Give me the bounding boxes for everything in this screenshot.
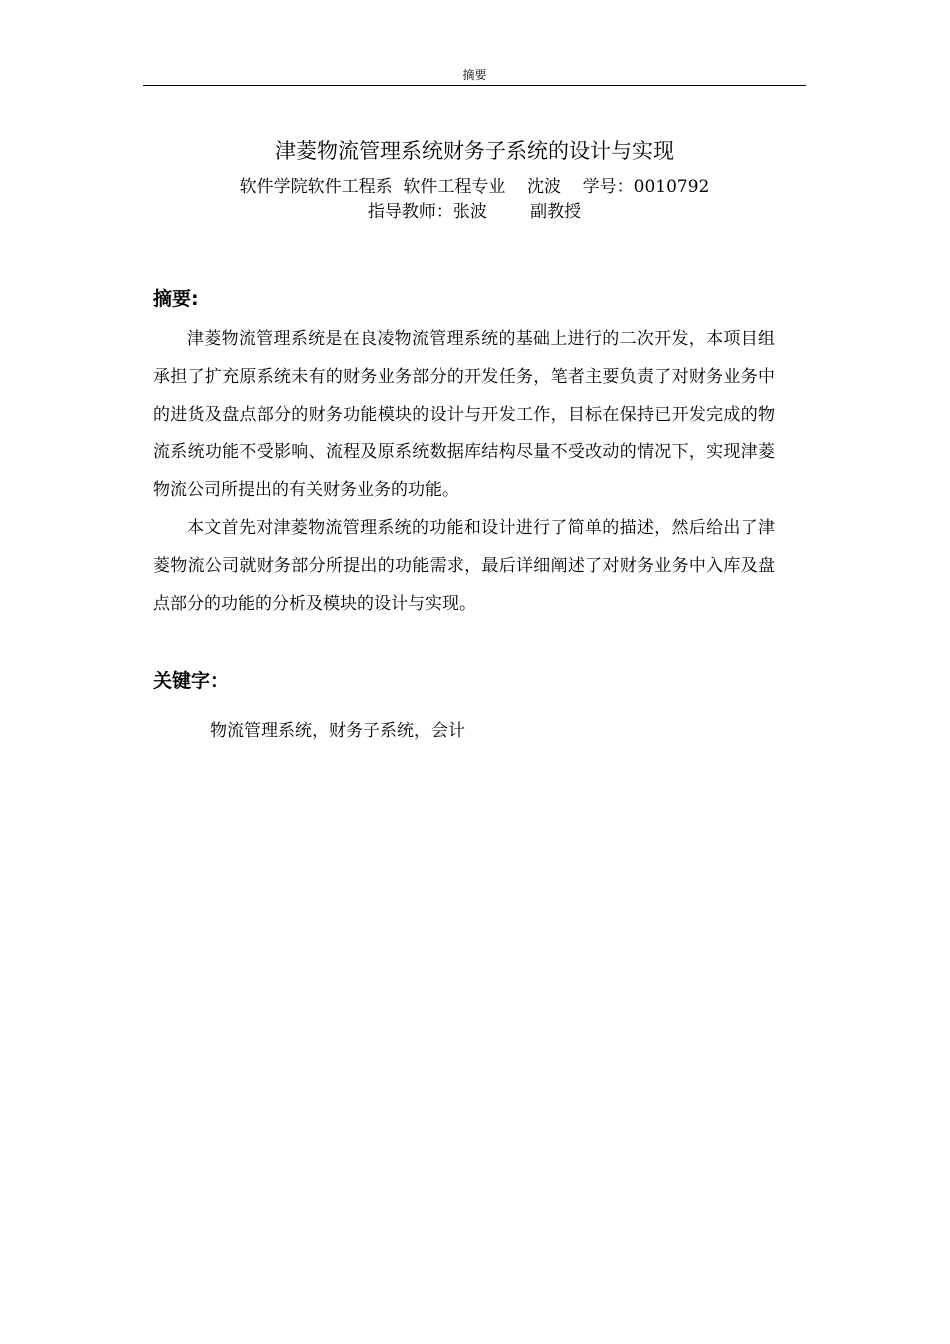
abstract-body: [153, 321, 775, 623]
abstract-paragraph-1: 津菱物流管理系统是在良凌物流管理系统的基础上进行的二次开发，本项目组承担了扩充原系统未有的财务业务部分的开发任务，笔者主要负责了对财务业务中的进货及盘点部分的财务功能模块的设计与开发工作，目标在保持已开发完成的物流系统功能不受影响、流程及原系统数据库结构尽量不受改动的情况下，实现津菱物流公司所提出的有关财务业务的功能。: [153, 329, 775, 501]
abstract-heading: 摘要:: [153, 288, 199, 310]
keywords-heading: 关键字：: [153, 670, 230, 692]
keywords-text: 物流管理系统，财务子系统，会计: [210, 721, 465, 741]
abstract-paragraph-2: 本文首先对津菱物流管理系统的功能和设计进行了简单的描述，然后给出了津菱物流公司就财务部分所提出的功能需求，最后详细阐述了对财务业务中入库及盘点部分的功能的分析及模块的设计与实现。: [153, 517, 775, 614]
paper-title: 津菱物流管理系统财务子系统的设计与实现: [275, 139, 674, 163]
advisor-line: 指导教师：张波 副教授: [367, 202, 582, 222]
header-rule: [143, 85, 806, 86]
running-header: 摘要: [462, 68, 487, 82]
author-line: 软件学院软件工程系 软件工程专业 沈波 学号：0010792: [239, 177, 710, 197]
